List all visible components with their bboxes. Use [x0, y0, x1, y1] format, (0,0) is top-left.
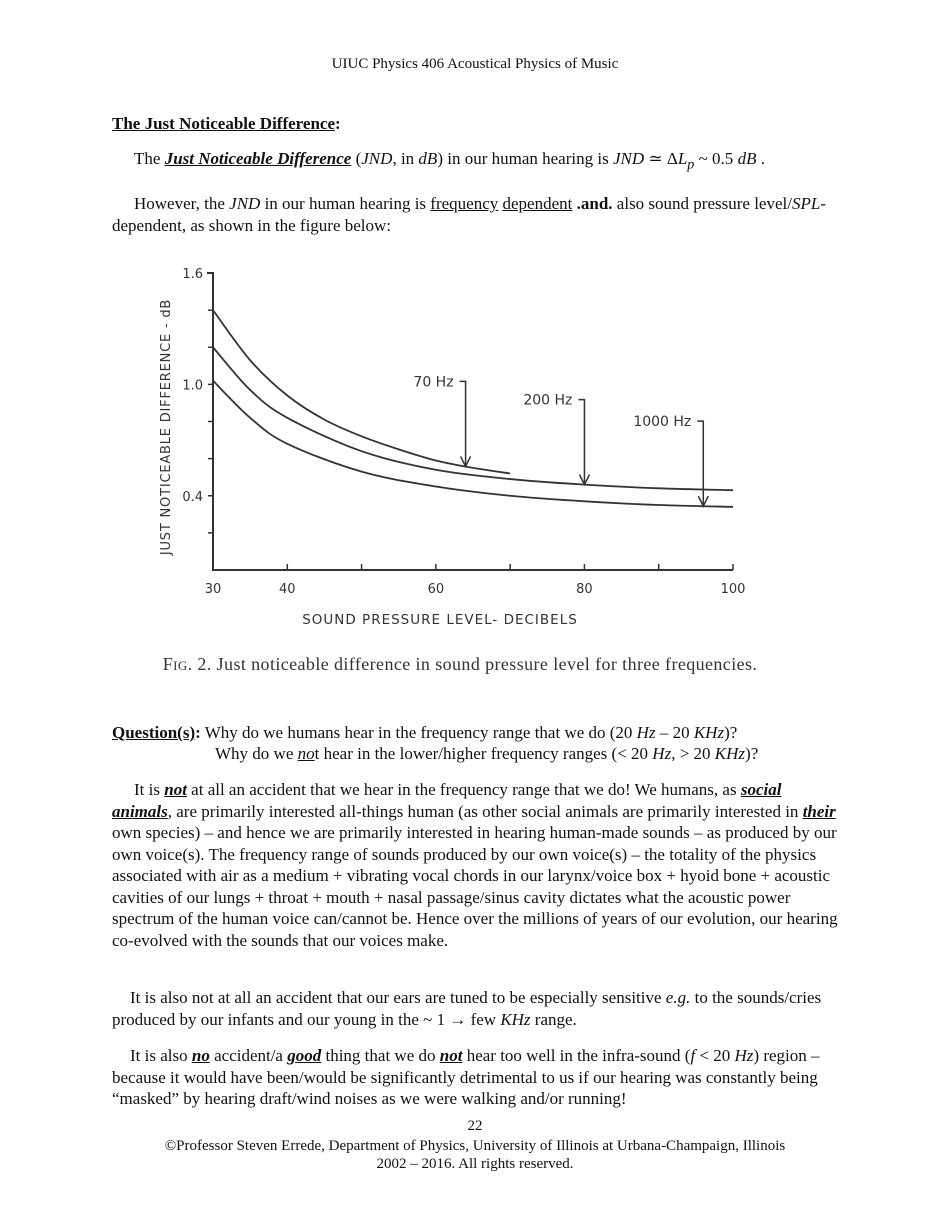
figure-caption: Fig. 2. Just noticeable difference in sound pressure level for three frequencies. [162, 654, 758, 674]
copyright-line-2: 2002 – 2016. All rights reserved. [376, 1156, 574, 1172]
copyright-line-1: ©Professor Steven Errede, Department of Physics, University of Illinois at Urbana-Champaign, Illinois [164, 1138, 786, 1154]
question-line-1: Question(s): Why do we humans hear in the frequency range that we do (20 Hz – 20 KHz)? [112, 723, 738, 742]
series-label: 200 Hz [523, 392, 573, 409]
question-label: Question(s) [112, 723, 196, 742]
x-tick-label: 30 [204, 582, 222, 597]
x-tick-label: 100 [720, 582, 746, 597]
paragraph-jnd-dependence: However, the JND in our human hearing is frequency dependent .and. also sound pressure level/SPL-dependent, as shown in the figure below: [112, 194, 826, 235]
arrow-70-hz [460, 381, 466, 466]
x-tick-label: 40 [279, 582, 296, 597]
y-tick-label: 0.4 [182, 489, 203, 505]
y-tick-label: 1.0 [182, 378, 203, 394]
x-axis-label: SOUND PRESSURE LEVEL- DECIBELS [302, 612, 578, 628]
jnd-chart [140, 255, 780, 645]
question-line-2: Why do we not hear in the lower/higher frequency ranges (< 20 Hz, > 20 KHz)? [215, 744, 759, 763]
series-label: 70 Hz [413, 374, 454, 391]
series-label: 1000 Hz [633, 414, 692, 431]
x-tick-label: 80 [576, 582, 593, 597]
page-number: 22 [467, 1118, 483, 1134]
y-axis-label: JUST NOTICEABLE DIFFERENCE - dB [159, 298, 174, 556]
jnd-term: Just Noticeable Difference [164, 149, 352, 168]
jnd-figure [140, 255, 780, 650]
y-tick-label: 1.6 [182, 267, 203, 282]
x-tick-label: 60 [427, 582, 445, 597]
paragraph-infrasound: It is also no accident/a good thing that we do not hear too well in the infra-sound (f < 20 Hz) region – because it would have been/would be significantly detrimental to us if our hearing was constantly being “masked” by hearing draft/wind noises as we were walking and/or running! [112, 1046, 820, 1108]
arrow-1000-hz [697, 421, 703, 506]
paragraph-infant-sensitivity: It is also not at all an accident that our ears are tuned to be especially sensitive e.g. to the sounds/cries produced by our infants and our young in the ~ 1 → few KHz range. [112, 988, 822, 1029]
paragraph-social-animals: It is not at all an accident that we hear in the frequency range that we do! We humans, as social animals, are primarily interested all-things human (as other social animals are primarily interested in their own species) – and hence we are primarily interested in hearing human-made sounds – as produced by our own voice(s). The frequency range of sounds produced by our own voice(s) – the totality of the physics associated with air as a medium + vibrating vocal chords in our larynx/voice box + hyoid bone + acoustic cavities of our lungs + throat + mouth + nasal passage/sinus cavity dictates what the acoustic power spectrum of the human voice can/cannot be. Hence over the millions of years of our evolution, our hearing co-evolved with the sounds that our voices make. [112, 780, 838, 950]
section-title-text: The Just Noticeable Difference [112, 114, 335, 133]
arrow-200-hz [578, 400, 584, 485]
section-title [112, 114, 341, 134]
section-title-colon: : [335, 114, 341, 133]
paragraph-jnd-definition: The Just Noticeable Difference (JND, in dB) in our human hearing is JND ≃ $\Delta L_p$ ~ 0.5 dB . [134, 149, 765, 173]
question-block [112, 723, 758, 764]
jnd-equation: JND ≃ $\Delta L_p$ ~ 0.5 dB . [612, 149, 765, 173]
page-header: UIUC Physics 406 Acoustical Physics of Music [331, 56, 619, 72]
